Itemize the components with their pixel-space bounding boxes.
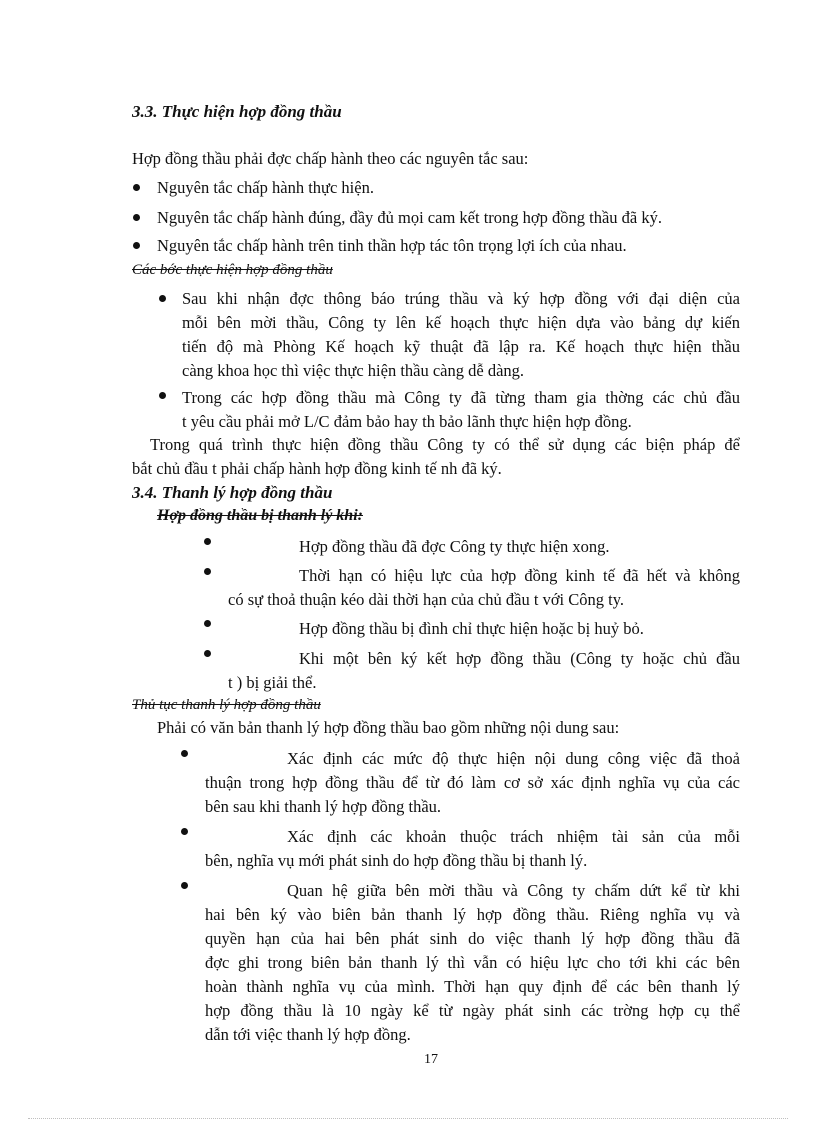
bullet-icon (204, 620, 211, 627)
procedure-intro: Phải có văn bản thanh lý hợp đồng thầu bao gồm những nội dung sau: (157, 718, 620, 737)
bullet-icon (204, 650, 211, 657)
step-line: t yêu cầu phải mở L/C đảm bảo hay th bảo lãnh thực hiện hợp đồng. (182, 412, 632, 431)
bullet-icon (181, 882, 188, 889)
bullet-icon (204, 538, 211, 545)
content-line: hợp đồng thầu là 10 ngày kể từ ngày phát sinh các trờng hợp cụ thể (205, 1001, 740, 1020)
case-line: có sự thoả thuận kéo dài thời hạn của chủ đầu t với Công ty. (228, 590, 625, 609)
content-line: Xác định các mức độ thực hiện nội dung công việc đã thoả (287, 749, 740, 768)
content-line: hoàn thành nghĩa vụ của mình. Thời hạn quy định để các bên thanh lý (205, 977, 740, 996)
case-line: t ) bị giải thể. (228, 673, 317, 692)
section-heading-3-4: 3.4. Thanh lý hợp đồng thầu (132, 483, 333, 502)
step-line: càng khoa học thì việc thực hiện thầu càng dễ dàng. (182, 361, 525, 380)
closing-paragraph-line: Trong quá trình thực hiện đồng thầu Công ty có thể sử dụng các biện pháp để (150, 435, 740, 454)
bullet-icon (181, 828, 188, 835)
bullet-icon (159, 392, 166, 399)
step-line: mỗi bên mời thầu, Công ty lên kế hoạch thực hiện dựa vào bảng dự kiến (182, 313, 740, 332)
content-line: hai bên ký vào biên bản thanh lý hợp đồng thầu. Riêng nghĩa vụ và (205, 905, 740, 924)
bullet-icon (204, 568, 211, 575)
termination-cases-subheading: Hợp đồng thầu bị thanh lý khi: (157, 507, 363, 524)
content-line: bên sau khi thanh lý hợp đồng thầu. (205, 797, 442, 816)
bullet-icon (133, 184, 140, 191)
content-line: quyền hạn của hai bên phát sinh do việc thanh lý hợp đồng thầu đã (205, 929, 740, 948)
step-line: Trong các hợp đồng thầu mà Công ty đã từng tham gia thờng các chủ đầu (182, 388, 740, 407)
case-line: Hợp đồng thầu bị đình chỉ thực hiện hoặc bị huỷ bỏ. (299, 619, 644, 638)
content-line: thuận trong hợp đồng thầu để từ đó làm cơ sở xác định nghĩa vụ của các (205, 773, 740, 792)
content-line: Xác định các khoản thuộc trách nhiệm tài sản của mỗi (287, 827, 740, 846)
principle-item: Nguyên tắc chấp hành trên tinh thần hợp tác tôn trọng lợi ích của nhau. (157, 236, 627, 255)
bullet-icon (133, 242, 140, 249)
principle-item: Nguyên tắc chấp hành đúng, đầy đủ mọi cam kết trong hợp đồng thầu đã ký. (157, 208, 662, 227)
content-line: dẫn tới việc thanh lý hợp đồng. (205, 1025, 411, 1044)
footer-divider (28, 1118, 788, 1119)
steps-subheading: Các bớc thực hiện hợp đồng thầu (132, 262, 333, 278)
principle-item: Nguyên tắc chấp hành thực hiện. (157, 178, 374, 197)
bullet-icon (159, 295, 166, 302)
step-line: Sau khi nhận đợc thông báo trúng thầu và ký hợp đồng với đại diện của (182, 289, 740, 308)
closing-paragraph-line: bắt chủ đầu t phải chấp hành hợp đồng kinh tế nh đã ký. (132, 459, 502, 478)
bullet-icon (181, 750, 188, 757)
content-line: đợc ghi trong biên bản thanh lý thì vẫn có hiệu lực cho tới khi các bên (205, 953, 740, 972)
section-heading-3-3: 3.3. Thực hiện hợp đồng thầu (132, 102, 342, 121)
step-line: tiến độ mà Phòng Kế hoạch kỹ thuật đã lập ra. Kế hoạch thực hiện thầu (182, 337, 740, 356)
procedure-subheading: Thủ tục thanh lý hợp đồng thầu (132, 697, 321, 713)
case-line: Khi một bên ký kết hợp đồng thầu (Công ty hoặc chủ đầu (299, 649, 740, 668)
bullet-icon (133, 214, 140, 221)
case-line: Hợp đồng thầu đã đợc Công ty thực hiện xong. (299, 537, 610, 556)
intro-paragraph: Hợp đồng thầu phải đợc chấp hành theo các nguyên tắc sau: (132, 149, 529, 168)
page-number: 17 (424, 1052, 438, 1067)
content-line: bên, nghĩa vụ mới phát sinh do hợp đồng thầu bị thanh lý. (205, 851, 588, 870)
content-line: Quan hệ giữa bên mời thầu và Công ty chấm dứt kể từ khi (287, 881, 740, 900)
case-line: Thời hạn có hiệu lực của hợp đồng kinh tế đã hết và không (299, 566, 740, 585)
